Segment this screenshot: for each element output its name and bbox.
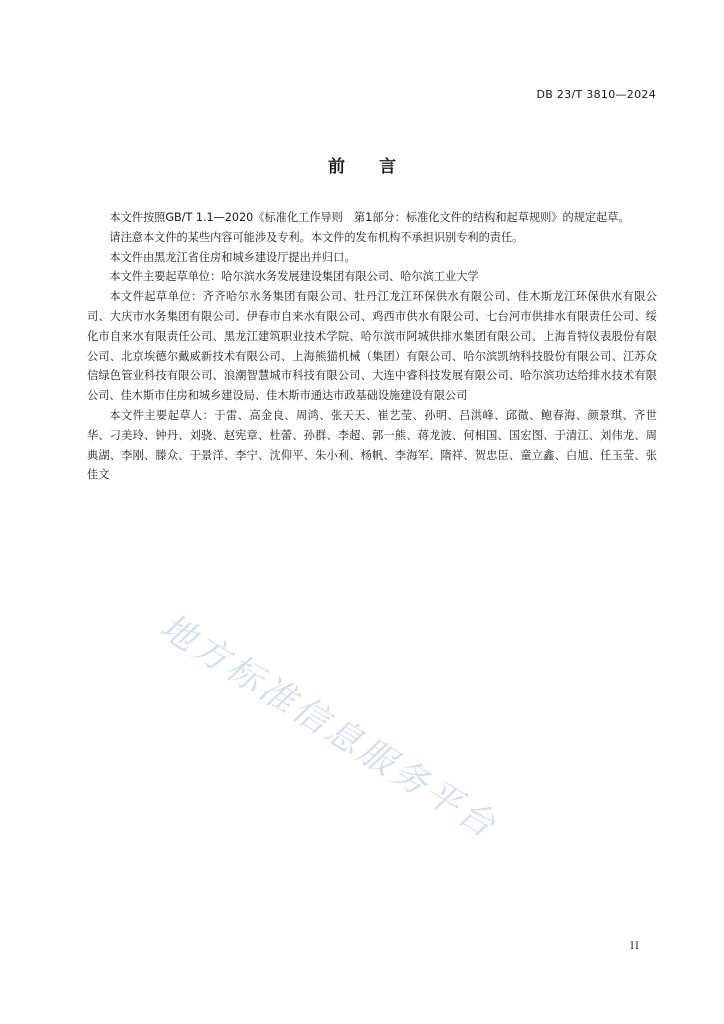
foreword-body (87, 208, 657, 485)
watermark: 地方标准信息服务平台 (152, 606, 505, 848)
paragraph-main-drafters: 本文件主要起草人：于雷、高金良、周鸿、张天天、崔艺莹、孙明、吕洪峰、邱微、鲍春海、颜景琪、齐世华、刁美玲、钟丹、刘骁、赵宪章、杜蕾、孙群、李超、郭一熊、蒋龙波、何相国、国宏图、于清江、刘伟龙、周典湖、李刚、滕众、于景洋、李宁、沈仰平、朱小利、杨帆、李海军、隋祥、贺忠臣、童立鑫、白旭、任玉莹、张佳文 (87, 408, 657, 482)
paragraph-drafting-units: 本文件起草单位：齐齐哈尔水务集团有限公司、牡丹江龙江环保供水有限公司、佳木斯龙江环保供水有限公司、大庆市水务集团有限公司、伊春市自来水有限公司、鸡西市供水有限公司、七台河市供排水有限责任公司、绥化市自来水有限责任公司、黑龙江建筑职业技术学院、哈尔滨市阿城供排水集团有限公司、上海肯特仪表股份有限公司、北京埃德尔戴威新技术有限公司、上海熊猫机械（集团）有限公司、哈尔滨凯纳科技股份有限公司、江苏众信绿色管业科技有限公司、浪潮智慧城市科技有限公司、大连中睿科技发展有限公司、哈尔滨功达给排水技术有限公司、佳木斯市住房和城乡建设局、佳木斯市通达市政基础设施建设有限公司 (87, 290, 657, 403)
page-number: II (630, 941, 640, 952)
document-code: DB 23/T 3810—2024 (536, 88, 656, 101)
page-title: 前 言 (328, 157, 410, 177)
paragraph-main-drafting-units: 本文件主要起草单位：哈尔滨水务发展建设集团有限公司、哈尔滨工业大学 (109, 270, 479, 284)
paragraph-drafting-rules: 本文件按照GB/T 1.1—2020《标准化工作导则 第1部分：标准化文件的结构和起草规则》的规定起草。 (109, 211, 630, 224)
paragraph-patent-notice: 请注意本文件的某些内容可能涉及专利。本文件的发布机构不承担识别专利的责任。 (109, 230, 524, 244)
paragraph-proposer: 本文件由黑龙江省住房和城乡建设厅提出并归口。 (109, 250, 356, 264)
